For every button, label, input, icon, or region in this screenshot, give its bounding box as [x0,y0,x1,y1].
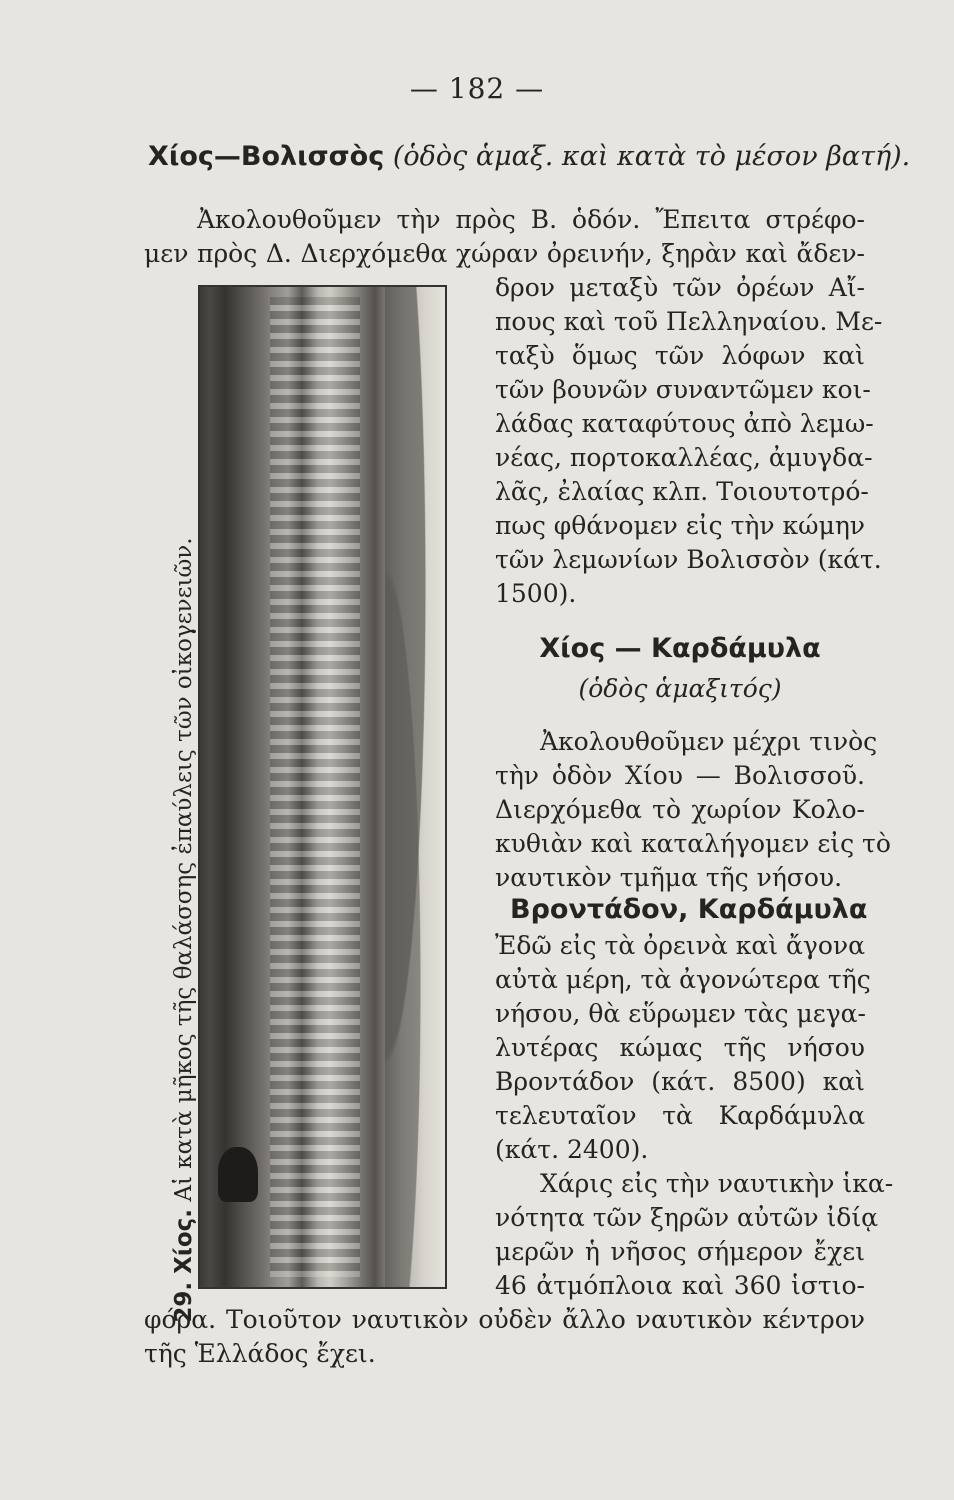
figure-caption [170,400,198,1460]
section-heading-vrontados [510,893,867,927]
text-line: λυτέρας κώμας τῆς νήσου [495,1033,865,1062]
text-line: τῆς Ἑλλάδος ἔχει. [144,1339,376,1368]
text-line: τὴν ὁδὸν Χίου — Βολισσοῦ. [495,761,865,790]
text-line: νέας, πορτοκαλλέας, ἀμυγδα- [495,443,873,472]
photo-volissos-villas [198,285,447,1289]
text-line: τῶν βουνῶν συναντῶμεν κοι- [495,375,871,404]
heading-title: Χίος—Βολισσὸς [148,141,385,172]
text-line: δρον μεταξὺ τῶν ὀρέων Αἴ- [495,273,865,302]
photo-hills [385,287,445,1287]
text-line: λᾶς, ἐλαίας κλπ. Τοιουτοτρό- [495,477,869,506]
caption-text: Αἱ κατὰ μῆκος τῆς θαλάσσης ἐπαύλεις τῶν οἰκογενειῶν. [171,537,197,1202]
text-line: 46 ἀτμόπλοια καὶ 360 ἱστιο- [495,1271,865,1300]
text-line: Ἀκολουθοῦμεν τὴν πρὸς Β. ὁδόν. Ἔπειτα στρέφο- [197,205,865,234]
text-line: Ἐδῶ εἰς τὰ ὀρεινὰ καὶ ἄγονα [495,931,865,960]
text-line: λάδας καταφύτους ἀπὸ λεμω- [495,409,874,438]
text-line: νήσου, θὰ εὕρωμεν τὰς μεγα- [495,999,866,1028]
text-line: Διερχόμεθα τὸ χωρίον Κολο- [495,795,865,824]
photo-tree [218,1147,258,1202]
text-line: τῶν λεμωνίων Βολισσὸν (κάτ. [495,545,882,574]
text-line: ταξὺ ὅμως τῶν λόφων καὶ [495,341,865,370]
heading-title: Χίος — Καρδάμυλα [539,633,821,664]
text-line: Βροντάδον (κάτ. 8500) καὶ [495,1067,865,1096]
heading-title: Βροντάδον, Καρδάμυλα [510,894,868,925]
heading-subtitle: (ὁδὸς ἁμαξ. καὶ κατὰ τὸ μέσον βατή). [392,141,911,172]
text-line: ναυτικὸν τμῆμα τῆς νήσου. [495,863,843,892]
text-line: μεν πρὸς Δ. Διερχόμεθα χώραν ὀρεινήν, ξηρὰν καὶ ἄδεν- [144,239,865,268]
page-number: — 182 — [409,72,545,105]
heading-subtitle: (ὁδὸς ἁμαξιτός) [578,674,782,703]
text-line: φόρα. Τοιοῦτον ναυτικὸν οὐδὲν ἄλλο ναυτικὸν κέντρον [144,1305,865,1334]
section-heading-kardamyla [495,632,865,666]
text-line: μερῶν ἡ νῆσος σήμερον ἔχει [495,1237,865,1266]
text-line: (κάτ. 2400). [495,1135,649,1164]
text-line: πους καὶ τοῦ Πελληναίου. Με- [495,307,883,336]
text-line: 1500). [495,579,577,608]
section-heading-volissos [148,140,910,174]
caption-number: 29. Χίος. [171,1208,197,1323]
text-line: Χάρις εἰς τὴν ναυτικὴν ἱκα- [540,1169,894,1198]
text-line: κυθιὰν καὶ καταλήγομεν εἰς τὸ [495,829,891,858]
text-line: τελευταῖον τὰ Καρδάμυλα [495,1101,865,1130]
photo-buildings [270,297,360,1277]
text-line: πως φθάνομεν εἰς τὴν κώμην [495,511,865,540]
text-line: νότητα τῶν ξηρῶν αὐτῶν ἰδίᾳ [495,1203,879,1232]
text-line: Ἀκολουθοῦμεν μέχρι τινὸς [540,727,878,756]
text-line: αὐτὰ μέρη, τὰ ἀγονώτερα τῆς [495,965,871,994]
